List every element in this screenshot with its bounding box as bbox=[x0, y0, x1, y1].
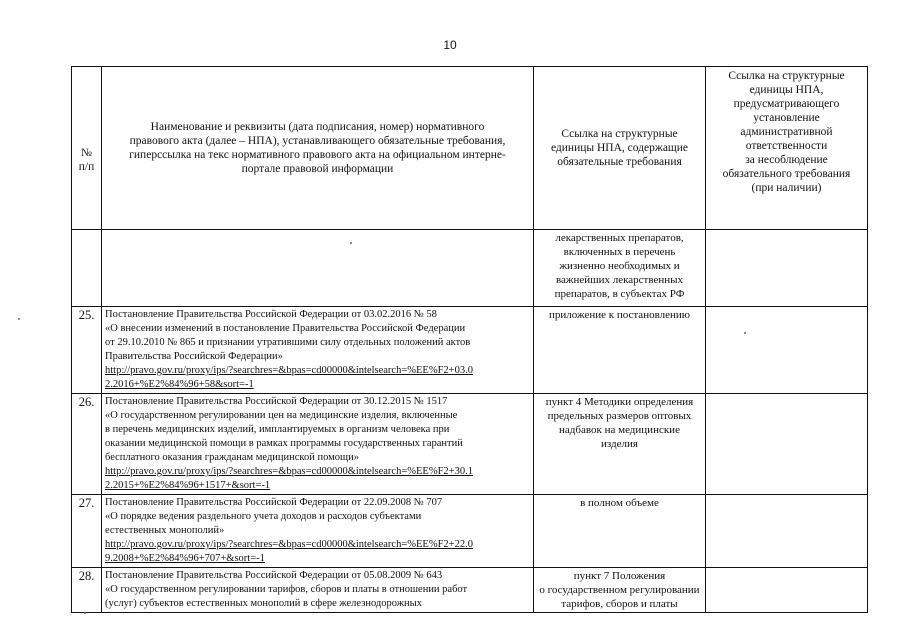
text-line: (услуг) субъектов естественных монополий в сфере железнодорожных bbox=[105, 598, 422, 609]
responsibility-cell bbox=[706, 230, 868, 307]
text-line: за несоблюдение bbox=[745, 154, 828, 166]
text-line: приложение к постановлению bbox=[549, 309, 690, 321]
text-line: Правительства Российской Федерации» bbox=[105, 351, 283, 362]
table-row bbox=[72, 394, 868, 495]
link-line[interactable]: http://pravo.gov.ru/proxy/ips/?searchres=&bpas=cd00000&intelsearch=%EE%F2+22.0 bbox=[105, 539, 473, 550]
text-line: «О государственном регулировании цен на медицинские изделия, включенные bbox=[105, 410, 458, 421]
link-line[interactable]: 9.2008+%E2%84%96+707+&sort=-1 bbox=[105, 553, 265, 564]
text-line: Постановление Правительства Российской Федерации от 22.09.2008 № 707 bbox=[105, 497, 443, 508]
text-line: бесплатного оказания гражданам медицинской помощи» bbox=[105, 452, 360, 463]
text-line: п/п bbox=[78, 160, 95, 173]
text-line: пункт 7 Положения bbox=[573, 570, 666, 582]
text-line: пункт 4 Методики определения bbox=[545, 396, 694, 408]
text-line: Ссылка на структурные bbox=[728, 70, 845, 82]
text-line: о государственном регулировании bbox=[539, 584, 700, 596]
text-line: ответственности bbox=[745, 140, 828, 152]
table-header-row bbox=[72, 67, 868, 230]
text-line: оказании медицинской помощи в рамках программы государственных гарантий bbox=[105, 438, 463, 449]
act-cell bbox=[102, 394, 534, 495]
act-hyperlink[interactable] bbox=[105, 465, 530, 493]
table-row bbox=[72, 495, 868, 568]
act-cell bbox=[102, 230, 534, 307]
text-line: препаратов, в субъектах РФ bbox=[554, 288, 685, 300]
scan-speck bbox=[350, 242, 352, 244]
act-hyperlink[interactable] bbox=[105, 538, 530, 566]
text-line: портале правовой информации bbox=[241, 163, 394, 175]
link-line[interactable]: http://pravo.gov.ru/proxy/ips/?searchres=&bpas=cd00000&intelsearch=%EE%F2+03.0 bbox=[105, 365, 473, 376]
requirements-cell bbox=[534, 495, 706, 568]
text-line: административной bbox=[740, 126, 833, 138]
header-requirements-ref bbox=[534, 67, 706, 230]
text-line: правового акта (далее – НПА), устанавливающего обязательные требования, bbox=[129, 135, 506, 147]
text-line: Постановление Правительства Российской Федерации от 30.12.2015 № 1517 bbox=[105, 396, 448, 407]
text-line: Постановление Правительства Российской Федерации от 05.08.2009 № 643 bbox=[105, 570, 443, 581]
responsibility-cell bbox=[706, 568, 868, 613]
scan-speck bbox=[744, 332, 746, 334]
text-line: обязательного требования bbox=[722, 168, 851, 180]
text-line: надбавок на медицинские bbox=[559, 424, 680, 436]
act-cell bbox=[102, 568, 534, 613]
responsibility-cell bbox=[706, 307, 868, 394]
responsibility-cell bbox=[706, 495, 868, 568]
text-line: тарифов, сборов и платы bbox=[561, 598, 678, 610]
text-line: Постановление Правительства Российской Федерации от 03.02.2016 № 58 bbox=[105, 309, 437, 320]
text-line: обязательные требования bbox=[557, 156, 682, 168]
link-line[interactable]: 2.2016+%E2%84%96+58&sort=-1 bbox=[105, 379, 254, 390]
row-number bbox=[72, 230, 102, 307]
text-line: включенных в перечень bbox=[563, 246, 676, 258]
text-line: «О государственном регулировании тарифов, сборов и платы в отношении работ bbox=[105, 584, 468, 595]
header-act-name bbox=[102, 67, 534, 230]
act-hyperlink[interactable] bbox=[105, 364, 530, 392]
table-row bbox=[72, 307, 868, 394]
text-line: Наименование и реквизиты (дата подписания, номер) нормативного bbox=[150, 121, 485, 133]
text-line: в полном объеме bbox=[580, 497, 659, 509]
act-cell bbox=[102, 495, 534, 568]
text-line: Ссылка на структурные bbox=[561, 128, 678, 140]
scan-speck bbox=[84, 612, 86, 614]
link-line[interactable]: http://pravo.gov.ru/proxy/ips/?searchres=&bpas=cd00000&intelsearch=%EE%F2+30.1 bbox=[105, 466, 473, 477]
requirements-cell bbox=[534, 394, 706, 495]
text-line: «О внесении изменений в постановление Правительства Российской Федерации bbox=[105, 323, 466, 334]
text-line: (при наличии) bbox=[751, 182, 822, 194]
text-line: предельных размеров оптовых bbox=[547, 410, 692, 422]
row-number: 26. bbox=[72, 394, 102, 495]
table-row-continuation bbox=[72, 230, 868, 307]
act-cell bbox=[102, 307, 534, 394]
text-line: гиперссылка на текс нормативного правового акта на официальном интерне- bbox=[129, 149, 506, 161]
responsibility-cell bbox=[706, 394, 868, 495]
header-responsibility-ref bbox=[706, 67, 868, 230]
text-line: единицы НПА, содержащие bbox=[550, 142, 689, 154]
scan-speck bbox=[18, 318, 20, 320]
row-number: 28. bbox=[72, 568, 102, 613]
link-line[interactable]: 2.2015+%E2%84%96+1517+&sort=-1 bbox=[105, 480, 271, 491]
text-line: важнейших лекарственных bbox=[555, 274, 684, 286]
text-line: единицы НПА, bbox=[749, 84, 824, 96]
header-num bbox=[72, 67, 102, 230]
row-number: 27. bbox=[72, 495, 102, 568]
text-line: жизненно необходимых и bbox=[559, 260, 680, 272]
text-line: № bbox=[81, 146, 92, 159]
text-line: от 29.10.2010 № 865 и признании утратившими силу отдельных положений актов bbox=[105, 337, 471, 348]
requirements-cell bbox=[534, 307, 706, 394]
table-row bbox=[72, 568, 868, 613]
text-line: установление bbox=[753, 112, 820, 124]
requirements-cell bbox=[534, 568, 706, 613]
row-number: 25. bbox=[72, 307, 102, 394]
requirements-table bbox=[71, 66, 868, 613]
text-line: лекарственных препаратов, bbox=[555, 232, 684, 244]
page-number: 10 bbox=[443, 38, 457, 52]
text-line: изделия bbox=[601, 438, 638, 450]
text-line: естественных монополий» bbox=[105, 525, 225, 536]
text-line: в перечень медицинских изделий, имплантируемых в организм человека при bbox=[105, 424, 450, 435]
text-line: предусматривающего bbox=[733, 98, 840, 110]
requirements-cell bbox=[534, 230, 706, 307]
text-line: «О порядке ведения раздельного учета доходов и расходов субъектами bbox=[105, 511, 422, 522]
